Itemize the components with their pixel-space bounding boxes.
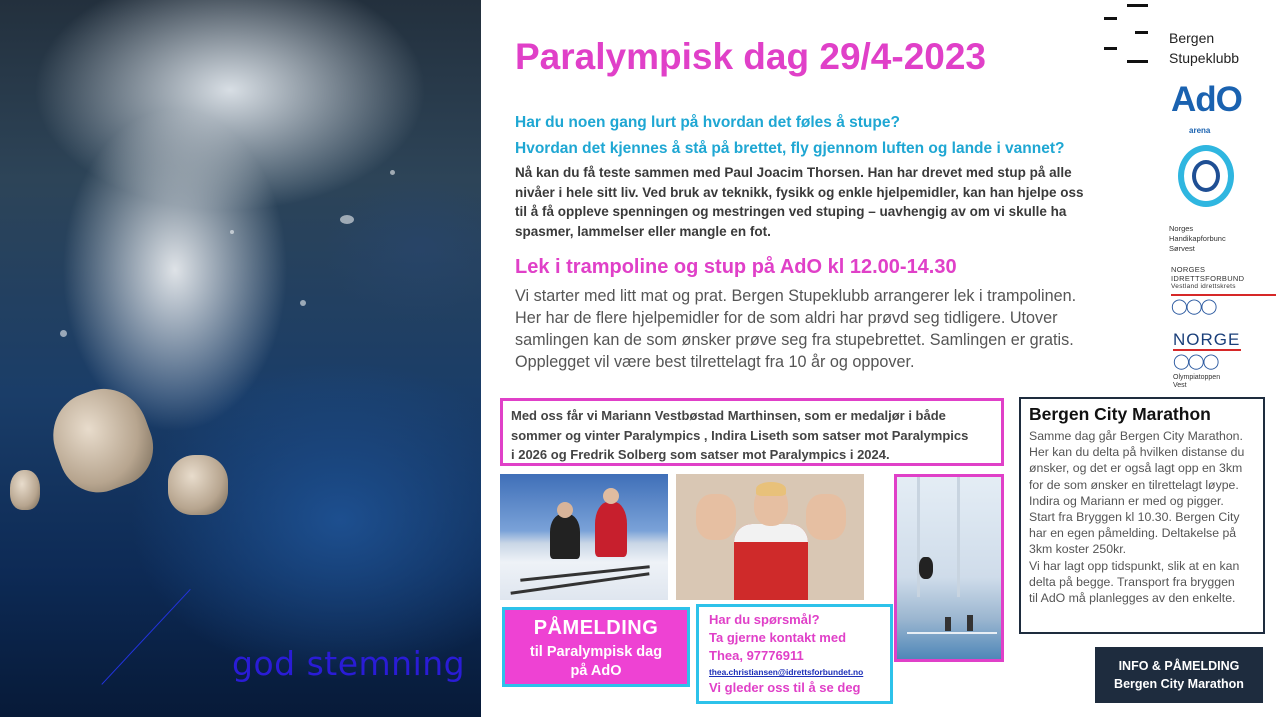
pamelding-subtitle: til Paralympisk dag på AdO xyxy=(529,644,663,679)
bcm-title: Bergen City Marathon xyxy=(1029,404,1211,424)
photo-pool-dive xyxy=(894,474,1004,662)
logo-ado: AdO xyxy=(1171,80,1242,119)
contact-line: Thea, 97776911 xyxy=(709,648,804,663)
logo-olympiatoppen-text: Olympiatoppen Vest xyxy=(1173,374,1221,389)
hero-photo xyxy=(0,0,481,717)
bcm-text: Samme dag går Bergen City Marathon. Her kan du delta på hvilken distanse du ønsker, og det er også lagt opp en 3km for de som ønsker en tilrettelagt løype. Indira og Mariann er med og pigger. Start fra Bryggen kl 10.30. Bergen City har en egen påmelding. Deltakelse på 3km koster 250kr. Vi har lagt opp tidspunkt, slik at en kan delta på begge. Transport fra bryggen til AdO må planlegges av den enkelte. xyxy=(1029,429,1245,606)
athletes-box xyxy=(500,398,1004,466)
logo-ado-sub: arena xyxy=(1189,126,1211,135)
logo-norge-text: NORGE xyxy=(1173,330,1241,349)
contact-email-link[interactable]: thea.christiansen@idrettsforbundet.no xyxy=(709,667,864,677)
body-text xyxy=(515,285,1125,373)
logo-nif-text: NORGES IDRETTSFORBUND Vestland idrettskrets xyxy=(1171,265,1245,290)
question-1: Har du noen gang lurt på hvordan det føles å stupe? xyxy=(515,114,900,131)
contact-closing: Vi gleder oss til å se deg xyxy=(709,680,861,695)
contact-line: Ta gjerne kontakt med xyxy=(709,630,847,645)
bcm-box xyxy=(1019,397,1265,634)
contact-box xyxy=(696,604,893,704)
question-2: Hvordan det kjennes å stå på brettet, fly gjennom luften og lande i vannet? xyxy=(515,140,1065,157)
intro-text xyxy=(515,163,1115,241)
intro-line: Nå kan du få teste sammen med Paul Joacim Thorsen. Han har drevet med stup på alle xyxy=(515,165,1072,180)
olympic-rings-icon: ◯◯◯ xyxy=(1173,353,1218,370)
info-pamelding-button[interactable] xyxy=(1095,647,1263,703)
diver-foot-right xyxy=(168,455,228,515)
photo-athlete-flexing xyxy=(676,474,864,600)
olympic-rings-icon: ◯◯◯ xyxy=(1171,298,1216,315)
body-line: Vi starter med litt mat og prat. Bergen Stupeklubb arrangerer lek i trampolinen. xyxy=(515,287,1077,305)
diver-foot-left xyxy=(41,377,164,503)
pamelding-button[interactable] xyxy=(502,607,690,687)
decorative-line xyxy=(101,589,190,685)
bsk-logo-text: Bergen Stupeklubb xyxy=(1169,30,1240,66)
pamelding-title: PÅMELDING xyxy=(533,617,659,639)
body-line: Opplegget vil være best tilrettelagt fra 10 år og oppover. xyxy=(515,353,915,371)
logo-nhf-text: Norges Handikapforbunc Sørvest xyxy=(1169,224,1226,253)
intro-line: spasmer, lammelser eller mangle en fot. xyxy=(515,223,771,239)
info-button-line: INFO & PÅMELDING xyxy=(1118,659,1240,673)
intro-line: til å få oppleve spenningen og mestringen ved stuping – uavhengig av om vi skulle ha xyxy=(515,204,1067,219)
info-button-line: Bergen City Marathon xyxy=(1114,677,1244,691)
sub-heading: Lek i trampoline og stup på AdO kl 12.00-14.30 xyxy=(515,256,957,278)
logo-nhf-icon xyxy=(1178,145,1234,207)
athletes-line: i 2026 og Fredrik Solberg som satser mot Paralympics i 2024. xyxy=(511,447,890,462)
page-title: Paralympisk dag 29/4-2023 xyxy=(515,36,987,77)
body-line: Her har de flere hjelpemidler for de som aldri har prøvd seg tidligere. Utover xyxy=(515,309,1058,327)
photo-sit-skiers xyxy=(500,474,668,600)
hero-caption: god stemning xyxy=(232,644,466,683)
athletes-line: Med oss får vi Mariann Vestbøstad Marthinsen, som er medaljør i både xyxy=(511,408,946,423)
contact-line: Har du spørsmål? xyxy=(709,612,820,627)
athletes-line: sommer og vinter Paralympics , Indira Liseth som satser mot Paralympics xyxy=(511,427,969,443)
body-line: samlingen kan de som ønsker prøve seg fra stupebrettet. Samlingen er gratis. xyxy=(515,331,1074,349)
intro-line: nivåer i hele sitt liv. Ved bruk av teknikk, fysikk og enkle hjelpemidler, kan han hjelpe oss xyxy=(515,184,1084,200)
diver-toe xyxy=(10,470,40,510)
